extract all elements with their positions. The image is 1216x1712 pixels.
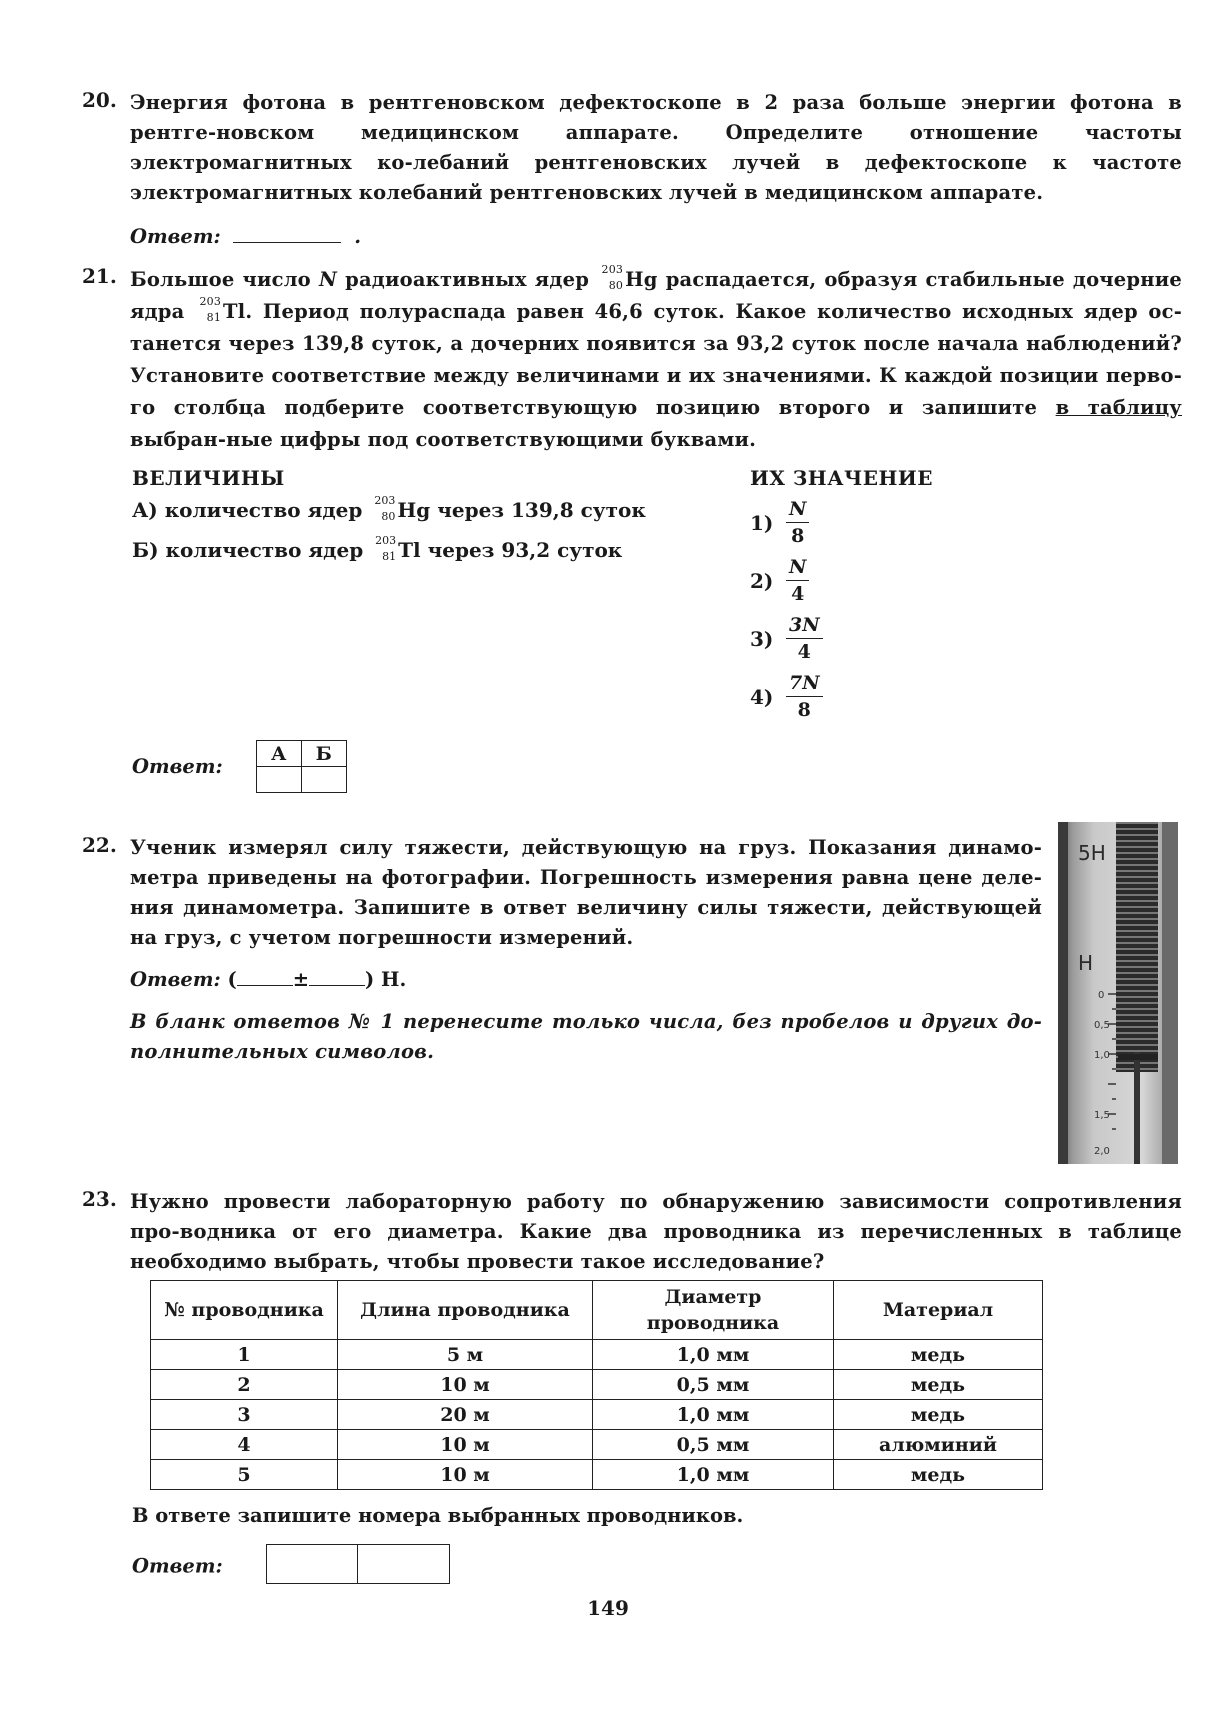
- header-length: Длина проводника: [338, 1281, 593, 1340]
- column-head-values: ИХ ЗНАЧЕНИЕ: [750, 466, 934, 490]
- answer-box-1[interactable]: [266, 1544, 358, 1584]
- answer-cell-a[interactable]: [256, 767, 301, 793]
- header-b: Б: [301, 741, 346, 767]
- conductors-table: [150, 1280, 1043, 1490]
- text-fragment: ядра: [130, 300, 185, 323]
- element-symbol: Tl: [223, 300, 246, 323]
- answer-label: Ответ:: [132, 1554, 223, 1578]
- question-23: [82, 1187, 1182, 1277]
- value-options: [750, 496, 950, 736]
- answer-blank[interactable]: [233, 224, 341, 243]
- option-1: 1) $\frac{N}{8}$: [750, 496, 809, 549]
- option-4: 4) $\frac{7N}{8}$: [750, 670, 823, 723]
- label-5n: 5Н: [1078, 841, 1106, 865]
- question-number: 21.: [82, 264, 117, 288]
- answer-box-2[interactable]: [358, 1544, 450, 1584]
- question-text: Энергия фотона в рентгеновском дефектоскопе в 2 раза больше энергии фотона в рентге-новском медицинском аппарате. Определите отношение частоты электромагнитных ко-лебаний рентгеновских лучей в дефектоскопе к частоте электромагнитных колебаний рентгеновских лучей в медицинском аппарате.: [130, 91, 1182, 204]
- question-number: 20.: [82, 88, 117, 112]
- tick-2-0: 2,0: [1094, 1146, 1110, 1157]
- question-22: [82, 833, 1042, 1067]
- question-number: 23.: [82, 1187, 117, 1211]
- answer-label: Ответ:: [130, 225, 221, 248]
- option-3: 3) $\frac{3N}{4}$: [750, 612, 823, 665]
- table-row: 3 20 м 1,0 мм медь: [151, 1400, 1043, 1430]
- text-fragment: радиоактивных ядер: [345, 268, 590, 291]
- answer-boxes: [266, 1544, 450, 1588]
- question-text: Нужно провести лабораторную работу по обнаружению зависимости сопротивления про-водника от его диаметра. Какие два проводника из перечисленных в таблице необходимо выбрать, чтобы провести такое исследование?: [130, 1190, 1182, 1273]
- answer-cell-b[interactable]: [301, 767, 346, 793]
- tick-1-0: 1,0: [1094, 1050, 1110, 1061]
- text-fragment: распадается, образуя стабильные дочерние: [665, 268, 1182, 291]
- answer-23: [132, 1544, 450, 1588]
- text-fragment: выбран-ные цифры под соответствующими буквами.: [130, 428, 757, 451]
- answer-21: [132, 740, 347, 793]
- option-2: 2) $\frac{N}{4}$: [750, 554, 809, 607]
- element-symbol: Hg: [625, 268, 658, 291]
- isotope-hg: 203 80: [601, 262, 624, 292]
- header-number: № проводника: [151, 1281, 338, 1340]
- isotope-tl: 203 81: [375, 533, 397, 563]
- table-row: 4 10 м 0,5 мм алюминий: [151, 1430, 1043, 1460]
- answer-line: Ответ: ( ± ) Н.: [130, 968, 407, 991]
- isotope-tl: 203 81: [199, 294, 222, 324]
- value-blank[interactable]: [237, 967, 293, 986]
- text-fragment: . Период полураспада равен 46,6 суток. Какое количество исходных ядер ос-танется через 139,8 суток, а дочерних появится за 93,2 суток после начала наблюдений? Установите соответствие между величинами и их значениями. К каждой позиции перво-го столбца подберите соответствующую позицию второго и запишите: [130, 300, 1182, 419]
- header-material: Материал: [834, 1281, 1043, 1340]
- answer-table: [256, 740, 347, 793]
- tick-0-5: 0,5: [1094, 1020, 1110, 1031]
- dynamometer-image: [1058, 822, 1178, 1164]
- answer-instruction: В ответе запишите номера выбранных проводников.: [132, 1504, 744, 1527]
- tick-0: 0: [1098, 990, 1105, 1001]
- page-number: 149: [587, 1596, 629, 1620]
- column-head-quantities: ВЕЛИЧИНЫ: [132, 466, 285, 490]
- isotope-hg: 203 80: [374, 493, 396, 523]
- instruction-note: В бланк ответов № 1 перенесите только числа, без пробелов и других до-полнительных символов.: [130, 1010, 1042, 1063]
- question-20: [82, 88, 1182, 252]
- answer-line: [130, 222, 1182, 252]
- table-row: 1 5 м 1,0 мм медь: [151, 1340, 1043, 1370]
- table-row: 2 10 м 0,5 мм медь: [151, 1370, 1043, 1400]
- variable-n: N: [318, 268, 338, 291]
- question-21: [82, 264, 1182, 456]
- answer-label: Ответ:: [130, 968, 221, 991]
- question-text: [130, 264, 1182, 456]
- answer-end: .: [354, 225, 362, 248]
- tick-1-5: 1,5: [1094, 1110, 1110, 1121]
- underlined-text: в таблицу: [1055, 396, 1182, 419]
- text-fragment: Большое число: [130, 268, 311, 291]
- table-header-row: [151, 1281, 1043, 1340]
- item-b: Б) количество ядер 203 81 Tl через 93,2 суток: [132, 533, 623, 563]
- question-text: Ученик измерял силу тяжести, действующую на груз. Показания динамо-метра приведены на фотографии. Погрешность измерения равна цене деле-ния динамометра. Запишите в ответ величину силы тяжести, действующей на груз, с учетом погрешности измерений.: [130, 836, 1042, 949]
- error-blank[interactable]: [309, 967, 365, 986]
- label-unit: Н: [1078, 951, 1094, 975]
- dynamometer-photo: [1058, 822, 1178, 1164]
- header-diameter: Диаметр проводника: [593, 1281, 834, 1340]
- item-a: А) количество ядер 203 80 Hg через 139,8 суток: [132, 493, 646, 523]
- table-row: 5 10 м 1,0 мм медь: [151, 1460, 1043, 1490]
- header-a: А: [256, 741, 301, 767]
- question-number: 22.: [82, 833, 117, 857]
- answer-label: Ответ:: [132, 755, 223, 778]
